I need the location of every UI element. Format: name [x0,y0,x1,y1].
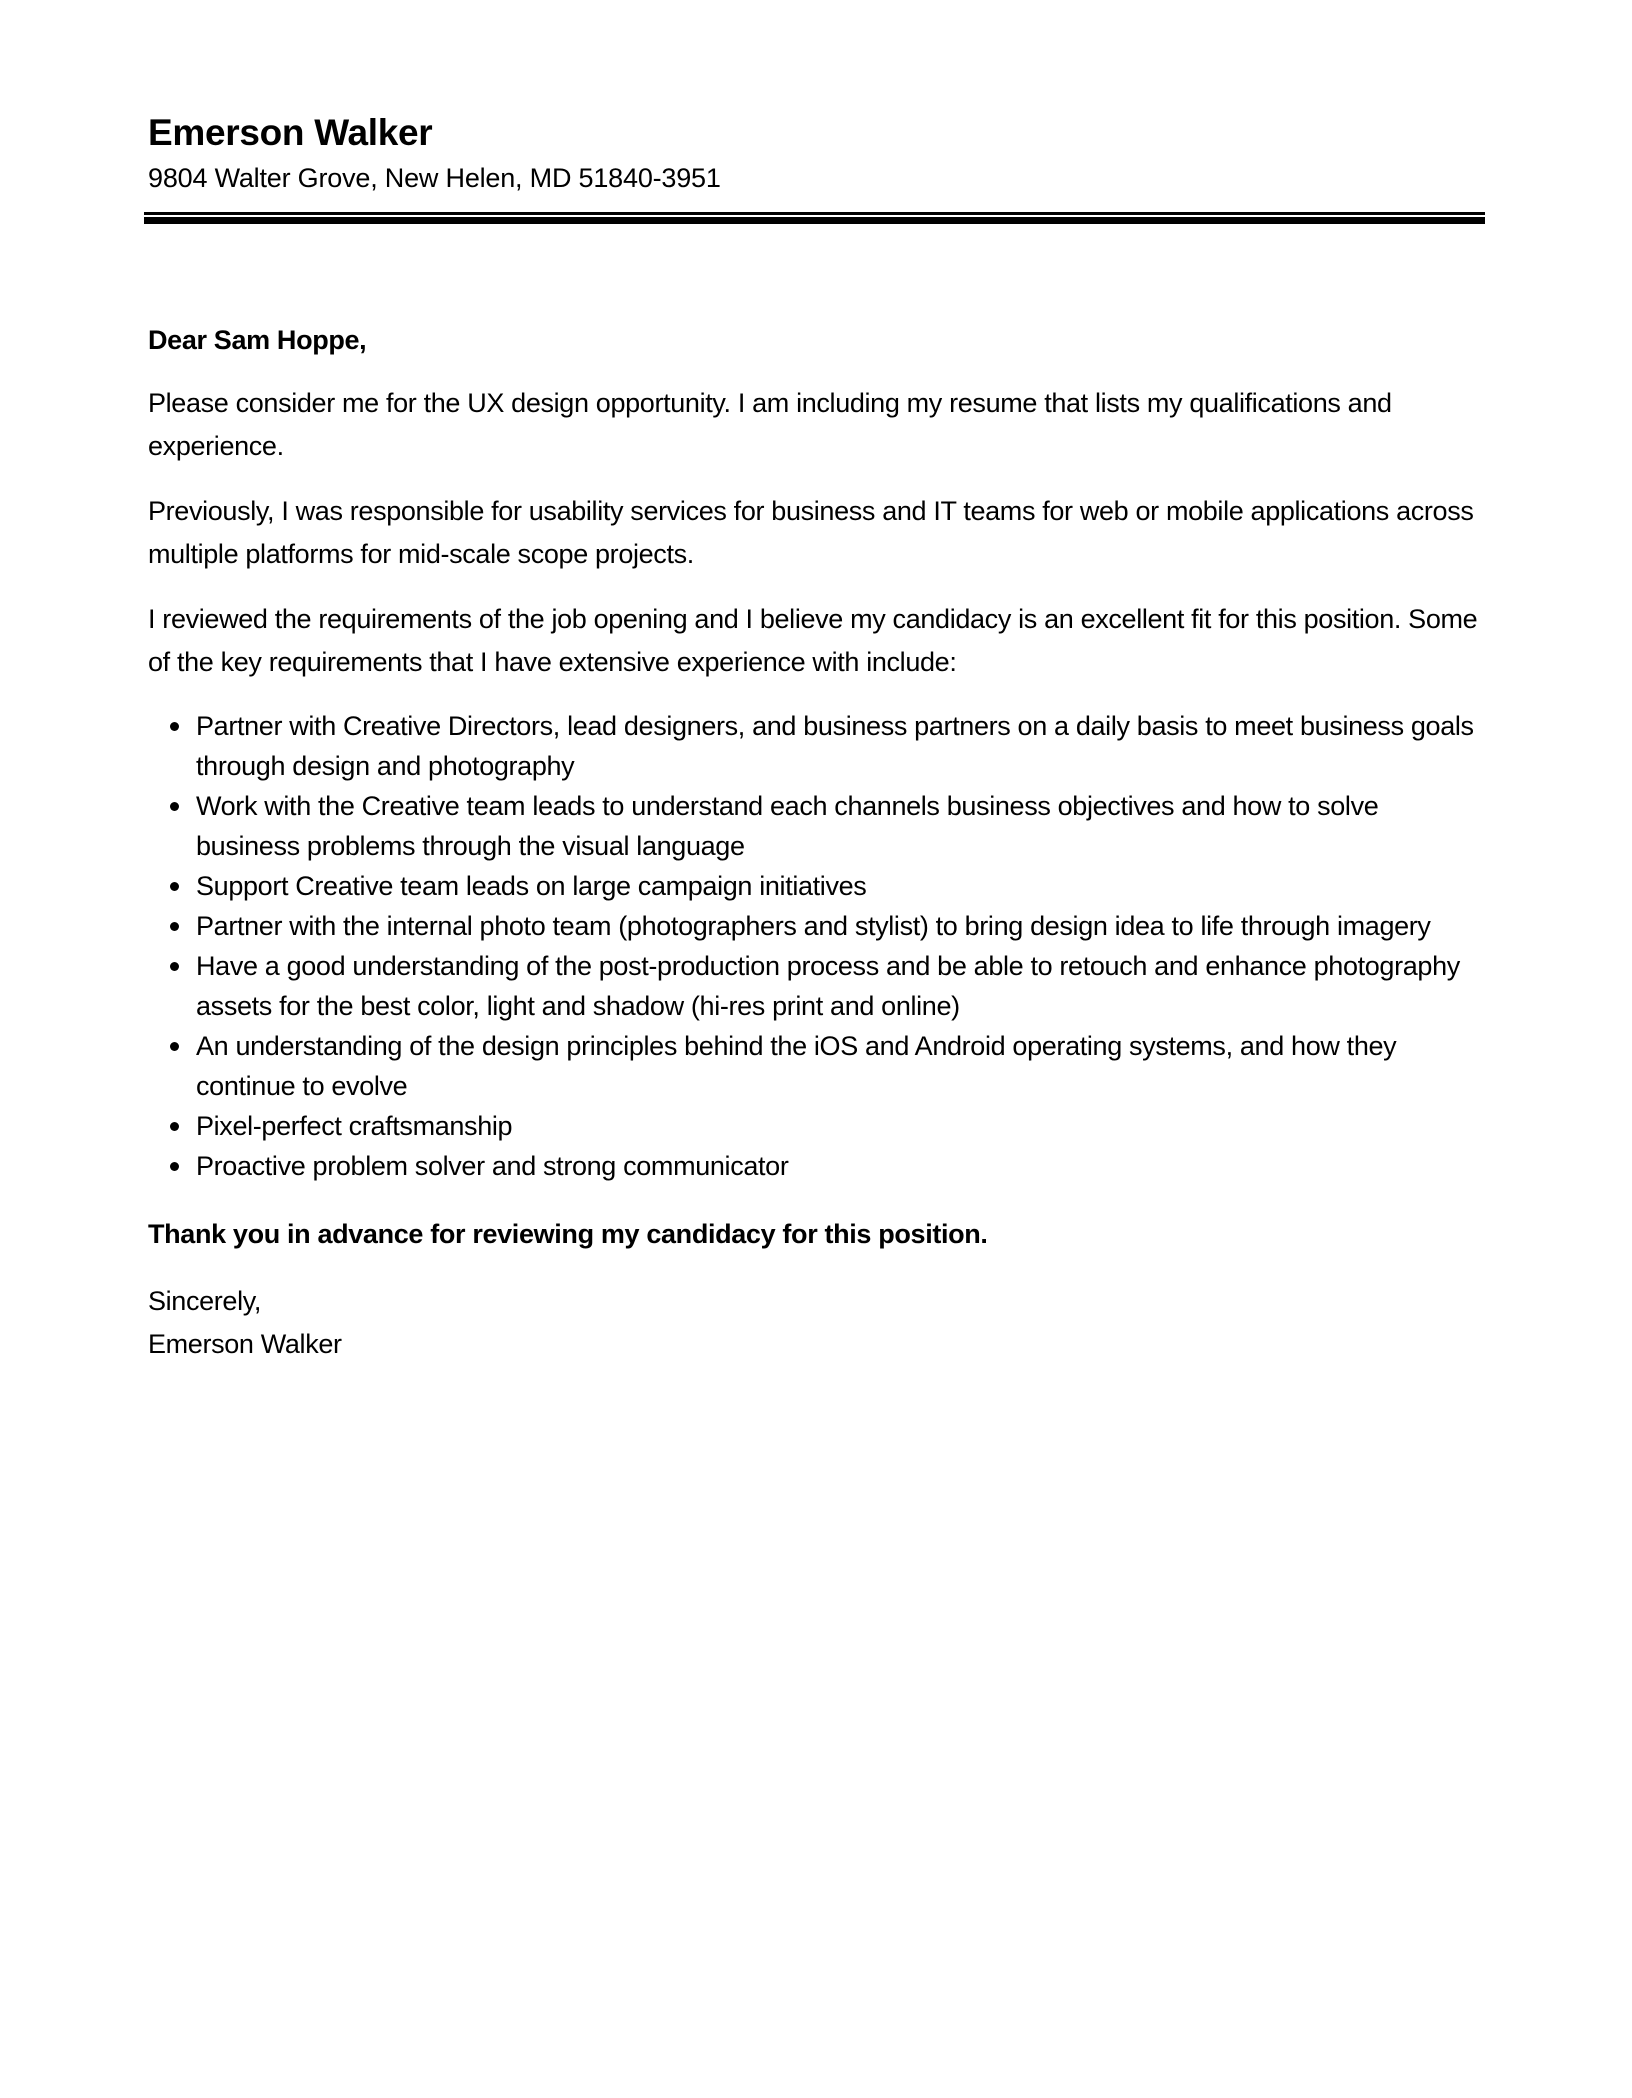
list-item-text: Partner with the internal photo team (photographers and stylist) to bring design idea to life through imagery [196,911,1431,941]
list-item-text: Have a good understanding of the post-production process and be able to retouch and enhance photography assets for the best color, light and shadow (hi-res print and online) [196,951,1460,1021]
bullet-icon [170,802,179,811]
divider-thin-line [144,212,1485,215]
bullet-icon [170,722,179,731]
list-item-text: Proactive problem solver and strong communicator [196,1151,789,1181]
paragraph-experience: Previously, I was responsible for usability services for business and IT teams for web or mobile applications across multiple platforms for mid-scale scope projects. [148,496,1474,569]
list-item-text: Pixel-perfect craftsmanship [196,1111,513,1141]
paragraph-requirements-intro: I reviewed the requirements of the job opening and I believe my candidacy is an excellent fit for this position. Some of the key requirements that I have extensive experience with include: [148,604,1478,677]
applicant-address: 9804 Walter Grove, New Helen, MD 51840-3951 [148,163,721,193]
letter-body [148,320,1488,1366]
bullet-icon [170,1122,179,1131]
list-item [148,946,1488,1026]
bullet-icon [170,882,179,891]
list-item [148,706,1488,786]
closing-statement: Thank you in advance for reviewing my candidacy for this position. [148,1219,988,1249]
signature: Emerson Walker [148,1329,342,1359]
paragraph-intro: Please consider me for the UX design opportunity. I am including my resume that lists my qualifications and experience. [148,388,1392,461]
bullet-icon [170,962,179,971]
header-divider [144,211,1485,225]
list-item [148,1146,1488,1186]
list-item [148,866,1488,906]
list-item-text: Work with the Creative team leads to understand each channels business objectives and how to solve business problems through the visual language [196,791,1379,861]
divider-thick-line [144,217,1485,224]
requirements-list [148,706,1488,1186]
signoff: Sincerely, [148,1286,262,1316]
list-item-text: Support Creative team leads on large campaign initiatives [196,871,867,901]
list-item [148,1106,1488,1146]
list-item-text: Partner with Creative Directors, lead designers, and business partners on a daily basis to meet business goals through design and photography [196,711,1474,781]
salutation: Dear Sam Hoppe, [148,325,367,355]
bullet-icon [170,1162,179,1171]
bullet-icon [170,1042,179,1051]
list-item [148,786,1488,866]
list-item [148,1026,1488,1106]
list-item [148,906,1488,946]
bullet-icon [170,922,179,931]
list-item-text: An understanding of the design principles behind the iOS and Android operating systems, and how they continue to evolve [196,1031,1397,1101]
applicant-name: Emerson Walker [148,112,433,153]
